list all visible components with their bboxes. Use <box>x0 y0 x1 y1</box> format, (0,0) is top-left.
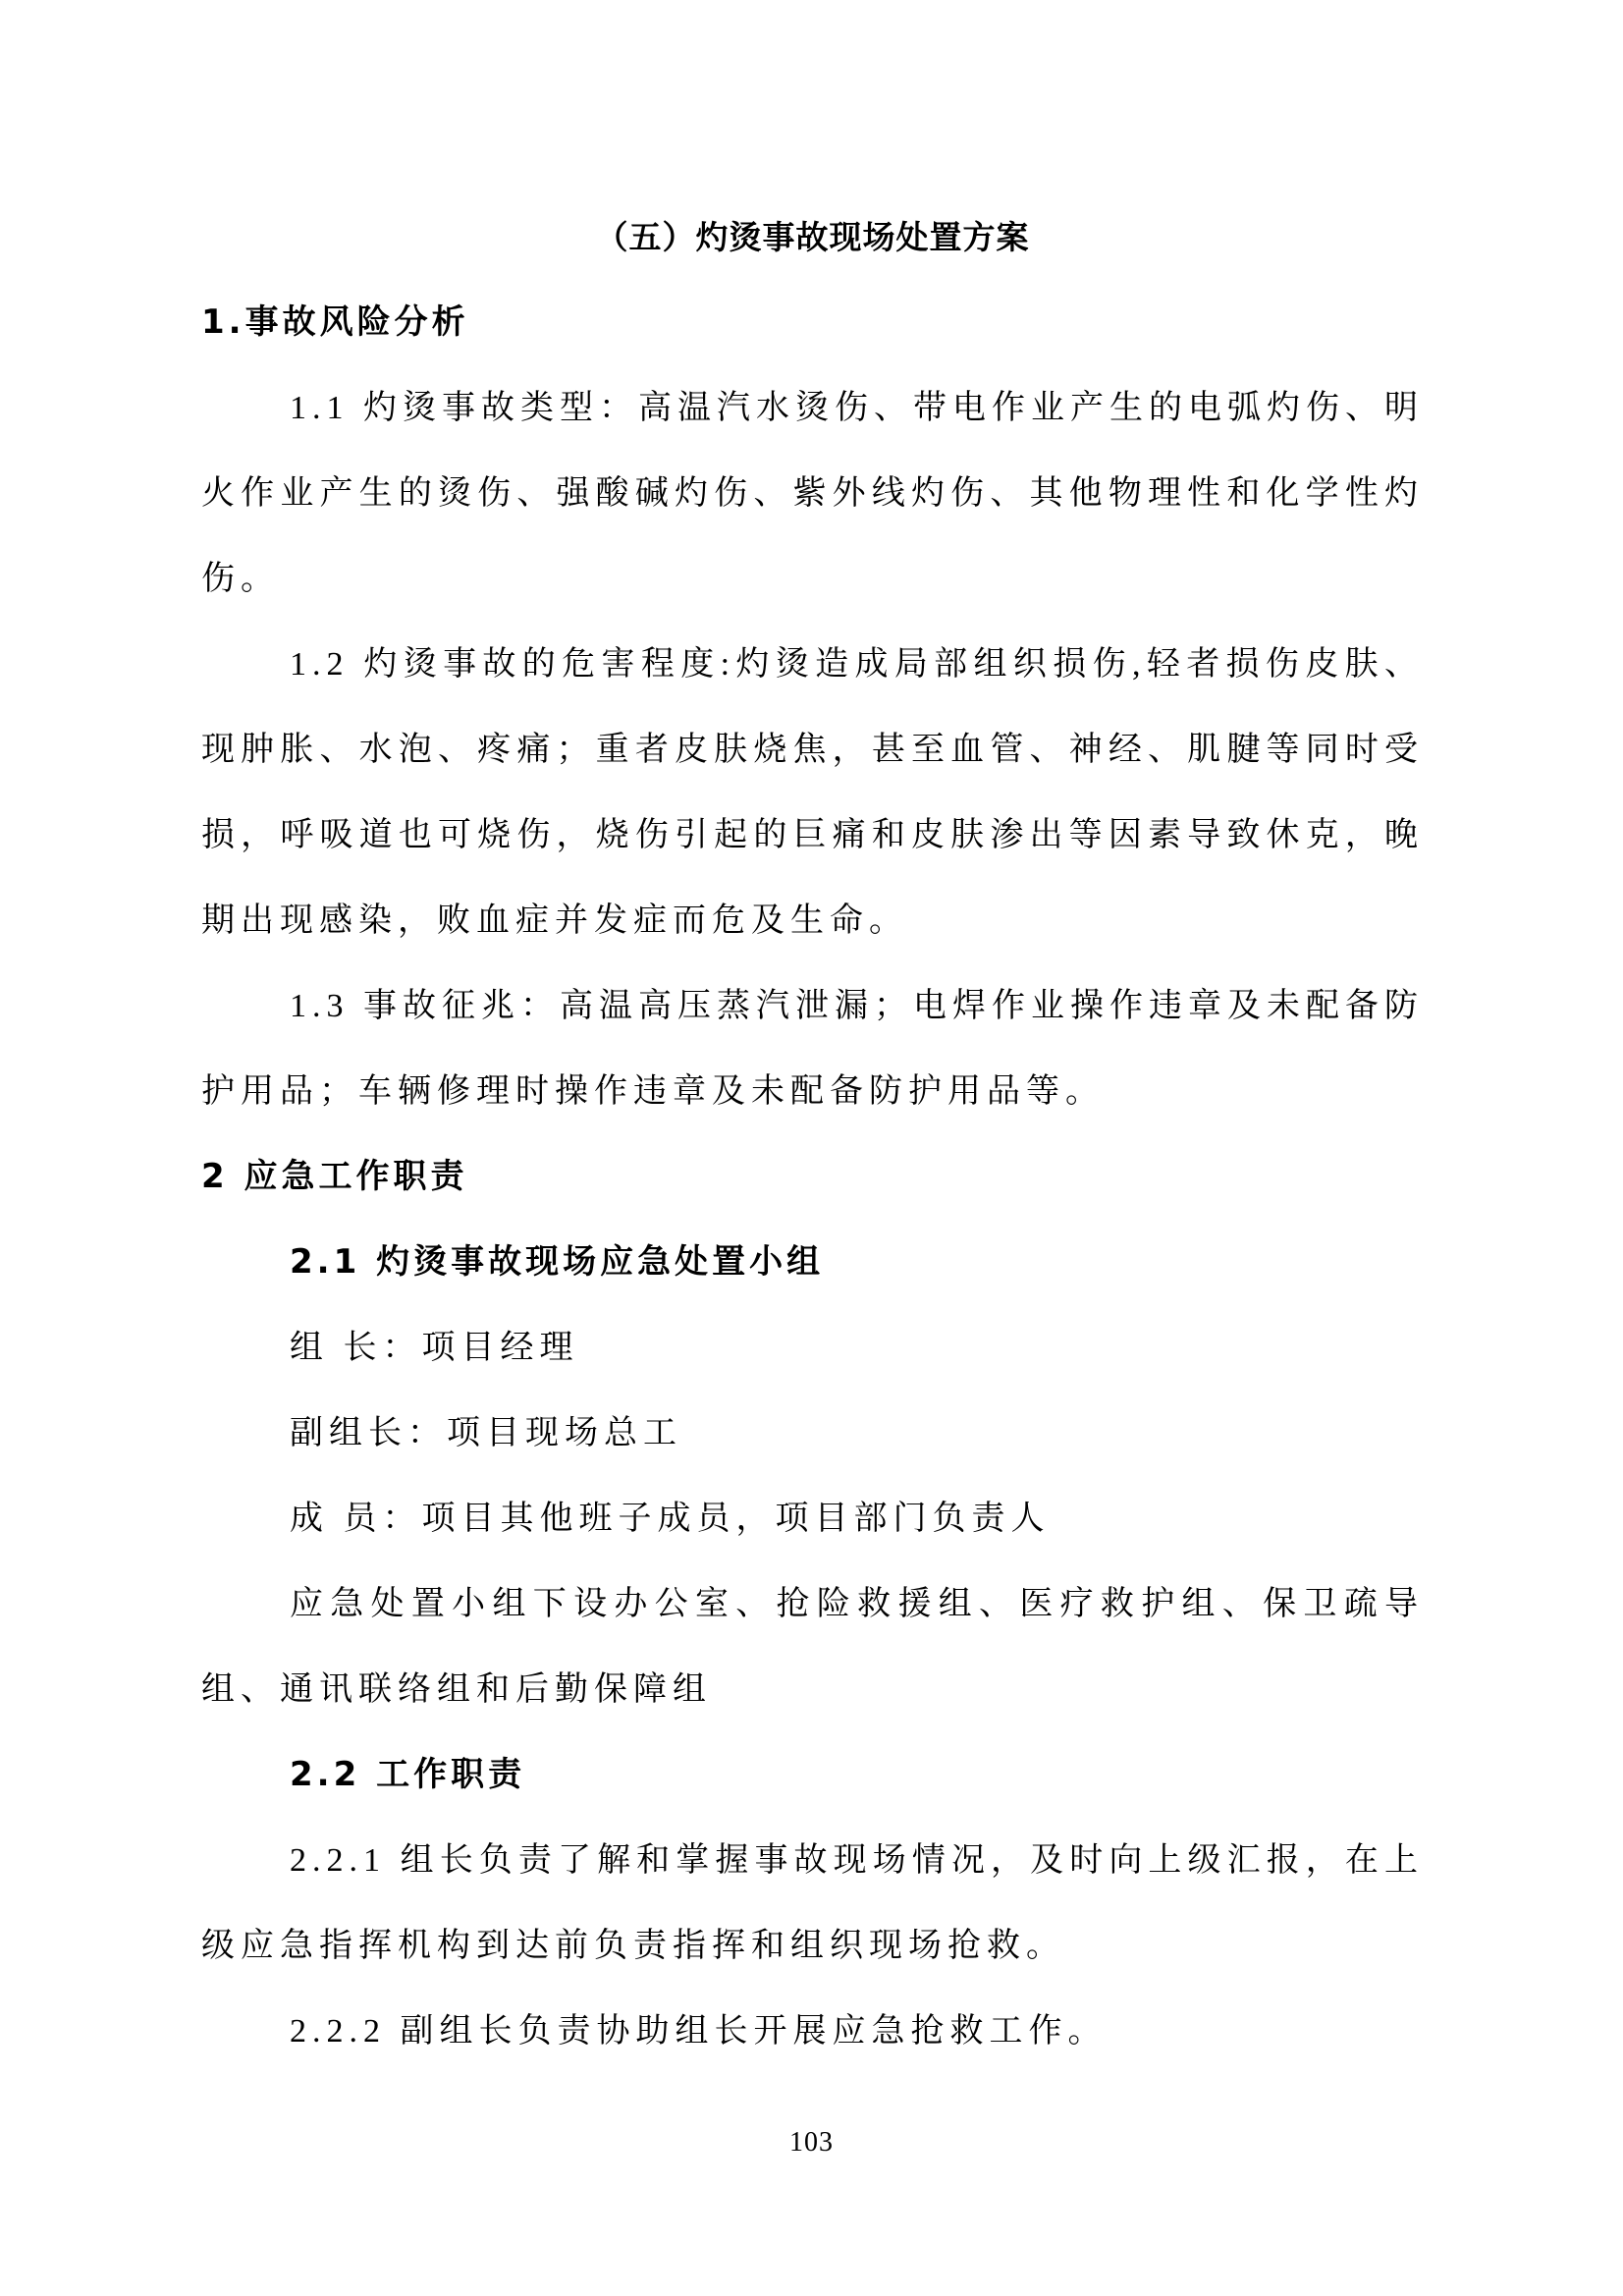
page-content <box>201 194 1424 2074</box>
document-title: （五）灼烫事故现场处置方案 <box>595 218 1030 256</box>
paragraph-2-2-2: 2.2.2 副组长负责协助组长开展应急抢救工作。 <box>290 2013 1108 2050</box>
team-members-line: 成 员：项目其他班子成员，项目部门负责人 <box>290 1501 1051 1537</box>
paragraph-1-2: 1.2 灼烫事故的危害程度:灼烫造成局部组织损伤,轻者损伤皮肤、现肿胀、水泡、疼痛；重者皮肤烧焦，甚至血管、神经、肌腱等同时受损，呼吸道也可烧伤，烧伤引起的巨痛和皮肤渗出等因素导致休克，晚期出现感染，败血症并发症而危及生命。 <box>201 646 1424 939</box>
section-2-heading: 2 应急工作职责 <box>201 1157 468 1196</box>
paragraph-1-3: 1.3 事故征兆：高温高压蒸汽泄漏；电焊作业操作违章及未配备防护用品；车辆修理时操作违章及未配备防护用品等。 <box>201 988 1424 1110</box>
section-2-1-heading: 2.1 灼烫事故现场应急处置小组 <box>290 1242 825 1282</box>
team-leader-line: 组 长：项目经理 <box>290 1330 579 1366</box>
team-groups-paragraph: 应急处置小组下设办公室、抢险救援组、医疗救护组、保卫疏导组、通讯联络组和后勤保障组 <box>201 1586 1424 1708</box>
paragraph-2-2-1: 2.2.1 组长负责了解和掌握事故现场情况，及时向上级汇报，在上级应急指挥机构到达前负责指挥和组织现场抢救。 <box>201 1842 1424 1964</box>
section-1-heading: 1.事故风险分析 <box>201 302 469 342</box>
page-number: 103 <box>789 2127 834 2158</box>
paragraph-1-1: 1.1 灼烫事故类型：高温汽水烫伤、带电作业产生的电弧灼伤、明火作业产生的烫伤、强酸碱灼伤、紫外线灼伤、其他物理性和化学性灼伤。 <box>201 390 1424 597</box>
team-deputy-leader-line: 副组长：项目现场总工 <box>290 1415 682 1451</box>
section-2-2-heading: 2.2 工作职责 <box>290 1755 526 1794</box>
